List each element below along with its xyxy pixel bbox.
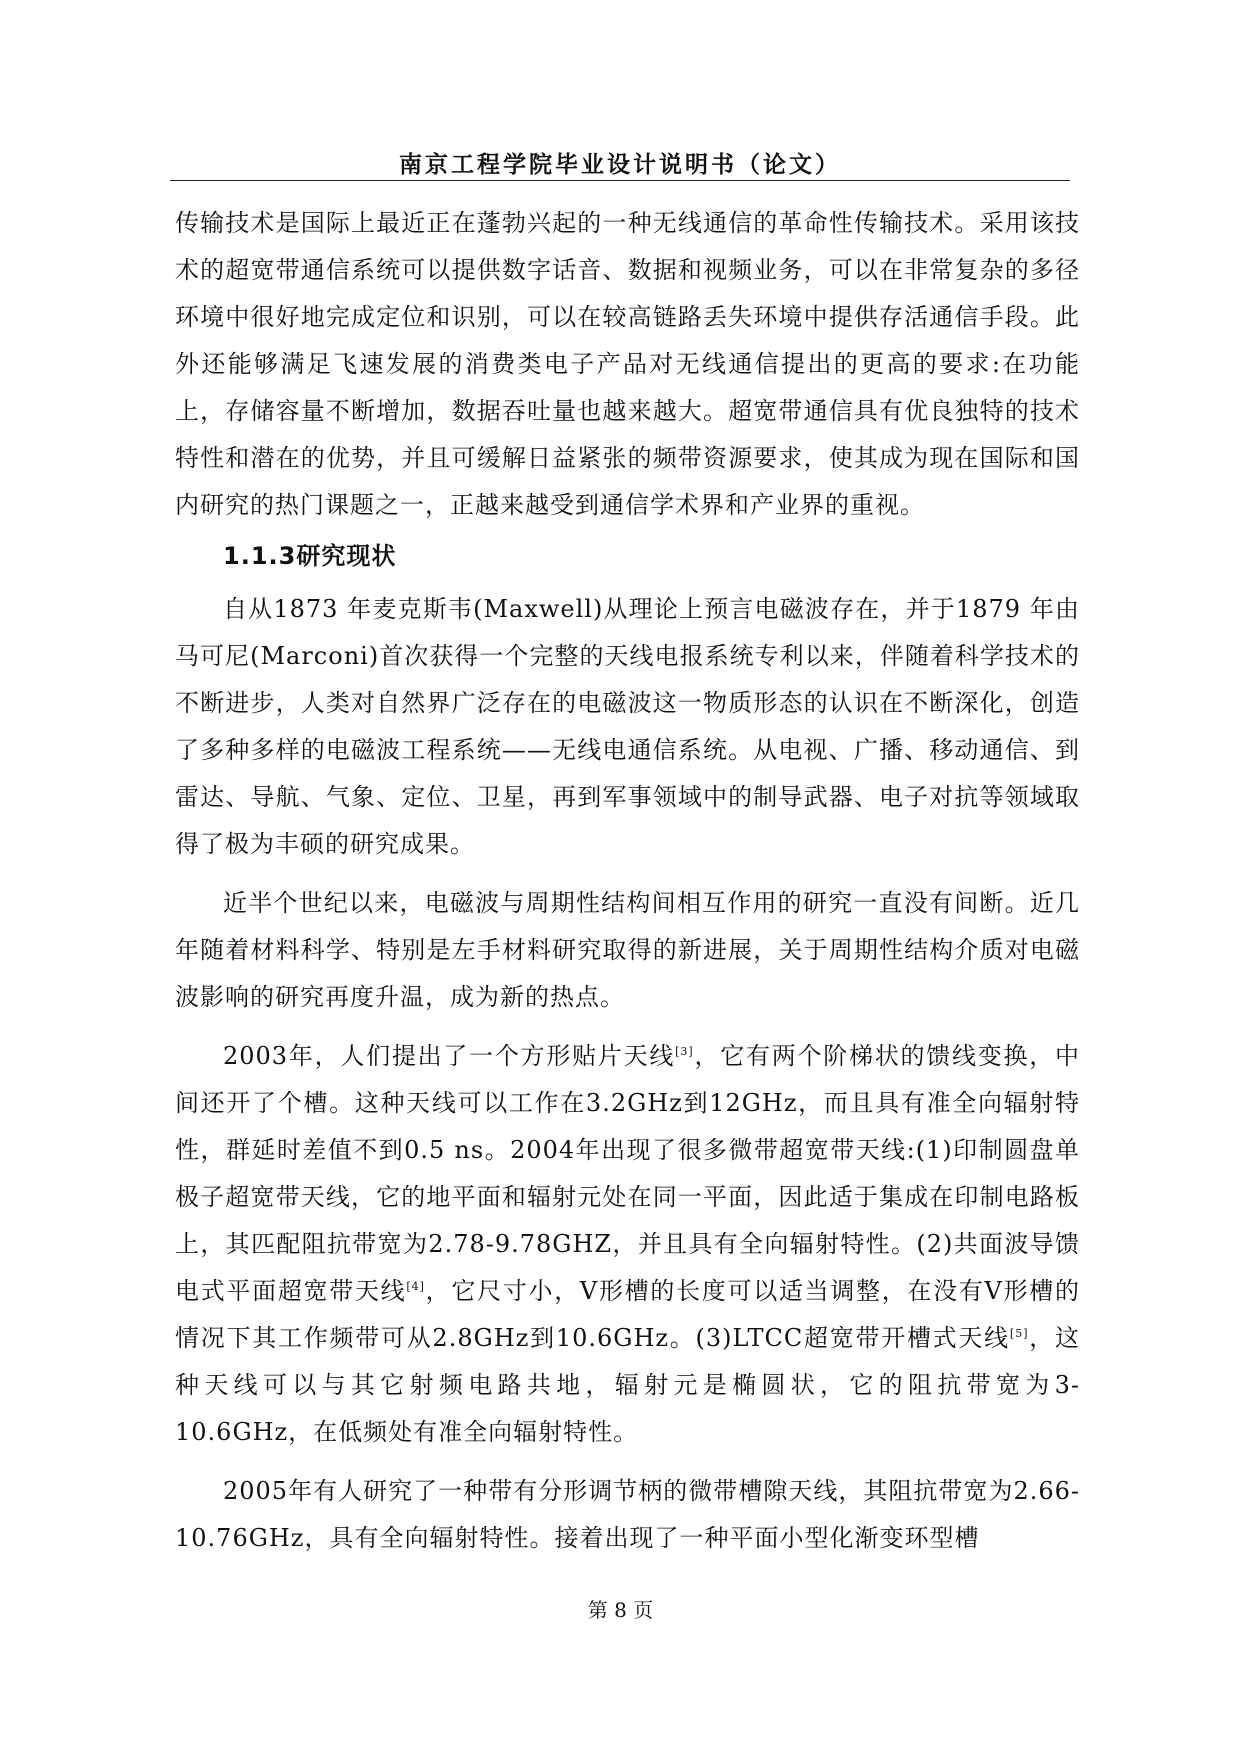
text-run: ，这种天线可以与其它射频电路共地，辐射元是椭圆状，它的阻抗带宽为3-10.6GHz，在低频处有准全向辐射特性。 bbox=[175, 1324, 1081, 1446]
header-divider bbox=[170, 180, 1070, 181]
document-body bbox=[175, 200, 1080, 1562]
citation-ref: [4] bbox=[406, 1280, 425, 1293]
paragraph-history: 自从1873 年麦克斯韦(Maxwell)从理论上预言电磁波存在，并于1879 年由马可尼(Marconi)首次获得一个完整的天线电报系统专利以来，伴随着科学技术的不断进步，人类对自然界广泛存在的电磁波这一物质形态的认识在不断深化，创造了多种多样的电磁波工程系统——无线电通信系统。从电视、广播、移动通信、到雷达、导航、气象、定位、卫星，再到军事领域中的制导武器、电子对抗等领域取得了极为丰硕的研究成果。 bbox=[175, 595, 1080, 858]
page-number: 第 8 页 bbox=[587, 1598, 654, 1622]
text-run: ，它有两个阶梯状的馈线变换，中间还开了个槽。这种天线可以工作在3.2GHz到12GHz，而且具有准全向辐射特性，群延时差值不到0.5 ns。2004年出现了很多微带超宽带天线:(1)印制圆盘单极子超宽带天线，它的地平面和辐射元处在同一平面，因此适于集成在印制电路板上，其匹配阻抗带宽为2.78-9.78GHZ，并且具有全向辐射特性。(2)共面波导馈电式平面超宽带天线 bbox=[175, 1042, 1081, 1305]
paragraph-periodic-structures: 近半个世纪以来，电磁波与周期性结构间相互作用的研究一直没有间断。近几年随着材料科学、特别是左手材料研究取得的新进展，关于周期性结构介质对电磁波影响的研究再度升温，成为新的热点。 bbox=[175, 889, 1080, 1011]
text-run: ，它尺寸小，V形槽的长度可以适当调整，在没有V形槽的情况下其工作频带可从2.8GHz到10.6GHz。(3)LTCC超宽带开槽式天线 bbox=[175, 1277, 1081, 1352]
text-run: 2003年，人们提出了一个方形贴片天线 bbox=[223, 1042, 676, 1070]
paragraph-antenna-2005: 2005年有人研究了一种带有分形调节柄的微带槽隙天线，其阻抗带宽为2.66- 10.76GHz，具有全向辐射特性。接着出现了一种平面小型化渐变环型槽 bbox=[175, 1477, 1080, 1552]
page-header-title: 南京工程学院毕业设计说明书（论文） bbox=[399, 152, 841, 178]
citation-ref: [3] bbox=[675, 1045, 694, 1058]
paragraph-antenna-2003-2004 bbox=[175, 1033, 1080, 1456]
citation-ref: [5] bbox=[1009, 1327, 1029, 1340]
paragraph-ubw-intro: 传输技术是国际上最近正在蓬勃兴起的一种无线通信的革命性传输技术。采用该技术的超宽带通信系统可以提供数字话音、数据和视频业务，可以在非常复杂的多径环境中很好地完成定位和识别，可以在较高链路丢失环境中提供存活通信手段。此外还能够满足飞速发展的消费类电子产品对无线通信提出的更高的要求:在功能上，存储容量不断增加，数据吞吐量也越来越大。超宽带通信具有优良独特的技术特性和潜在的优势，并且可缓解日益紧张的频带资源要求，使其成为现在国际和国内研究的热门课题之一，正越来越受到通信学术界和产业界的重视。 bbox=[175, 209, 1080, 519]
section-heading: 1.1.3研究现状 bbox=[223, 542, 397, 570]
